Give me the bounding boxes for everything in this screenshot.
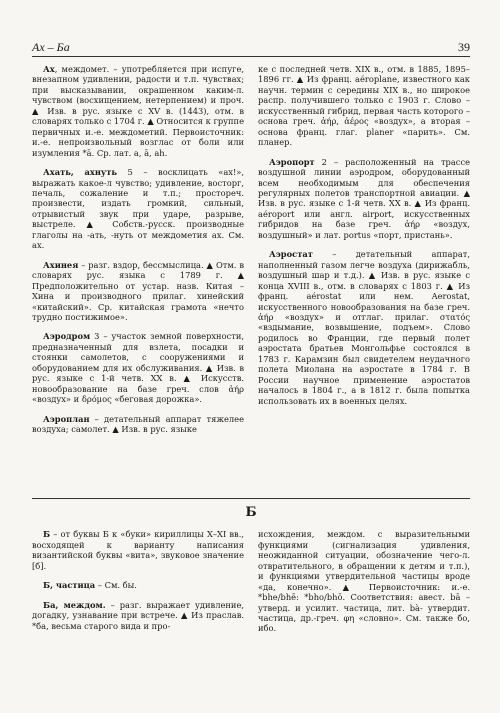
- letter-b-section: [32, 498, 470, 643]
- section-letter-heading: Б: [245, 505, 257, 520]
- entry-text: 3 – участок земной поверхности, предназначенный для взлета, посадки и стоянки самолетов, с сооружениями и оборудованием для их обслуживания. ▲ Изв. в рус. языке с 1-й четв. XX в. ▲ Искусств. новообразование на базе греч. слов ἀήρ «воздух» и δρόμος «беговая дорожка».: [32, 331, 244, 405]
- entry-text: – разг. вздор, бессмыслица. ▲ Отм. в словарях рус. языка с 1789 г. ▲ Предположительно от устар. назв. Китая – Хина и производного прилаг. хинейский «китайский». Ср. китайская грамота «нечто трудно постижимое».: [32, 259, 244, 322]
- entry-headword: Б: [43, 529, 51, 540]
- dictionary-entry: [32, 414, 244, 435]
- lower-columns: [32, 529, 470, 643]
- entry-text: – от буквы Б к «буки» кириллицы X–XI вв., восходящей к варианту написания византийской буквы «вита», звуковое значение [б].: [32, 529, 244, 571]
- entry-text: – детательный аппарат, наполненный газом легче воздуха (дирижабль, воздушный шар и т.д.). ▲ Изв. в рус. языке с конца XVIII в., отм. в словарях с 1803 г. ▲ Из франц. aérostat или нем. Aerostat, искусственного новообразования на базе греч. ἀήρ «воздух» и отглаг. прилаг. στατός «вздымание, возвышение, подъем». Слово родилось во Франции, где первый полет аэростата братьев Монгольфье состоялся в 1783 г. Карамзин был свидетелем неудачного полета Миолана на аэростате в 1784 г. В России научное применение аэростатов началось в 1804 г., а в 1812 г. была попытка использовать их в военных целях.: [258, 249, 470, 406]
- entry-headword: Ба, междом.: [43, 599, 106, 610]
- dictionary-entry: [32, 580, 244, 590]
- entry-headword: Ахать, ахнуть: [43, 167, 118, 178]
- right-column: [258, 64, 470, 444]
- entry-headword: Ах: [43, 64, 55, 74]
- entry-text: – детательный аппарат тяжелее воздуха; самолет. ▲ Изв. в рус. языке: [32, 413, 244, 435]
- header-rule: [32, 56, 470, 57]
- dictionary-entry: [32, 260, 244, 323]
- entry-text: ке с последней четв. XIX в., отм. в 1885, 1895–1896 гг. ▲ Из франц. aéroplane, известного как научн. термин с середины XIX в., но широкое распр. получившего только с 1903 г. Слово – искусственный гибрид, первая часть которого – основа греч. ἀήρ, ἀέρος «воздух», а вторая – основа франц. глаг. planer «парить». См. планер.: [258, 64, 470, 148]
- dictionary-entry: [32, 167, 244, 251]
- entry-headword: Аэростат: [269, 249, 313, 260]
- dictionary-entry: [32, 529, 244, 571]
- dictionary-entry: [258, 64, 470, 148]
- entry-text: исхождения, междом. с выразительными функциями (сигнализация удивления, неожиданной ситуации, обозначение чего-л. отвратительного, в обращении к детям и т.п.), и функциями утвердительной частицы вроде «да, конечно». ▲ Первоисточник: и.-е. *bhe/bhē: *bho/bhō. Соответствия: авест. bā – утверд. и усилит. частица, лит. bà- утвердит. частица, др.-греч. φη «словно». См. также бо, ибо.: [258, 529, 470, 634]
- dictionary-entry: [258, 529, 470, 634]
- entry-text: – разг. выражает удивление, догадку, узнавание при встрече. ▲ Из праслав. *ба, весьма старого вида и про-: [32, 599, 244, 631]
- entry-headword: Аэропорт: [269, 156, 315, 167]
- entry-text: – См. бы.: [95, 580, 137, 591]
- running-title: Ах – Ба: [32, 40, 70, 54]
- entry-text: 5 – восклицать «ах!», выражать какое-л чувство; удивление, восторг, печаль, сожаление и т.п.; просторeч. произвести, издать громкий, сильный, отрывистый звук при ударе, разрыве, выстреле. ▲ Собств.-русск. производные глаголы на -ать, -нуть от междометия ах. См. ах.: [32, 167, 245, 251]
- entry-headword: Б, частица: [43, 580, 96, 591]
- entry-text: 2 – расположенный на трассе воздушной линии аэродром, оборудованный всем необходимым для обеспечения регулярных полетов транспортной авиации. ▲ Изв. в рус. языке с 1-й четв. XX в. ▲ Из франц. aéroport или англ. airport, искусственных гибридов на базе греч. ἀήρ «воздух, воздушный» и лат. portus «порт, пристань».: [258, 156, 470, 240]
- upper-columns: [32, 64, 470, 444]
- dictionary-entry: [32, 331, 244, 404]
- dictionary-entry: [32, 64, 244, 158]
- dictionary-entry: [32, 600, 244, 631]
- left-column: [32, 64, 244, 444]
- entry-text: , междомет. – употребляется при испуге, внезапном удивлении, радости и т.п. чувствах; при высказывании, окрашенном каким-л. чувством (восхищением, нетерпением) и проч. ▲ Изв. в рус. языке с XV в. (1443), отм. в словарях только с 1704 г. ▲ Относится к группе первичных и.-е. междометий. Первоисточник: и.-е. непроизвольный возглас от боли или изумления *ā. Ср. лат. а, ā, ah.: [32, 64, 244, 158]
- dictionary-entry: [258, 157, 470, 241]
- entry-headword: Ахинея: [43, 259, 79, 270]
- lower-left-column: [32, 529, 244, 643]
- running-header: [32, 40, 470, 54]
- lower-right-column: [258, 529, 470, 643]
- section-divider: [32, 498, 470, 499]
- entry-headword: Аэродром: [43, 331, 91, 342]
- dictionary-entry: [258, 249, 470, 406]
- page-number: 39: [458, 40, 470, 54]
- entry-headword: Аэроплан: [43, 413, 90, 424]
